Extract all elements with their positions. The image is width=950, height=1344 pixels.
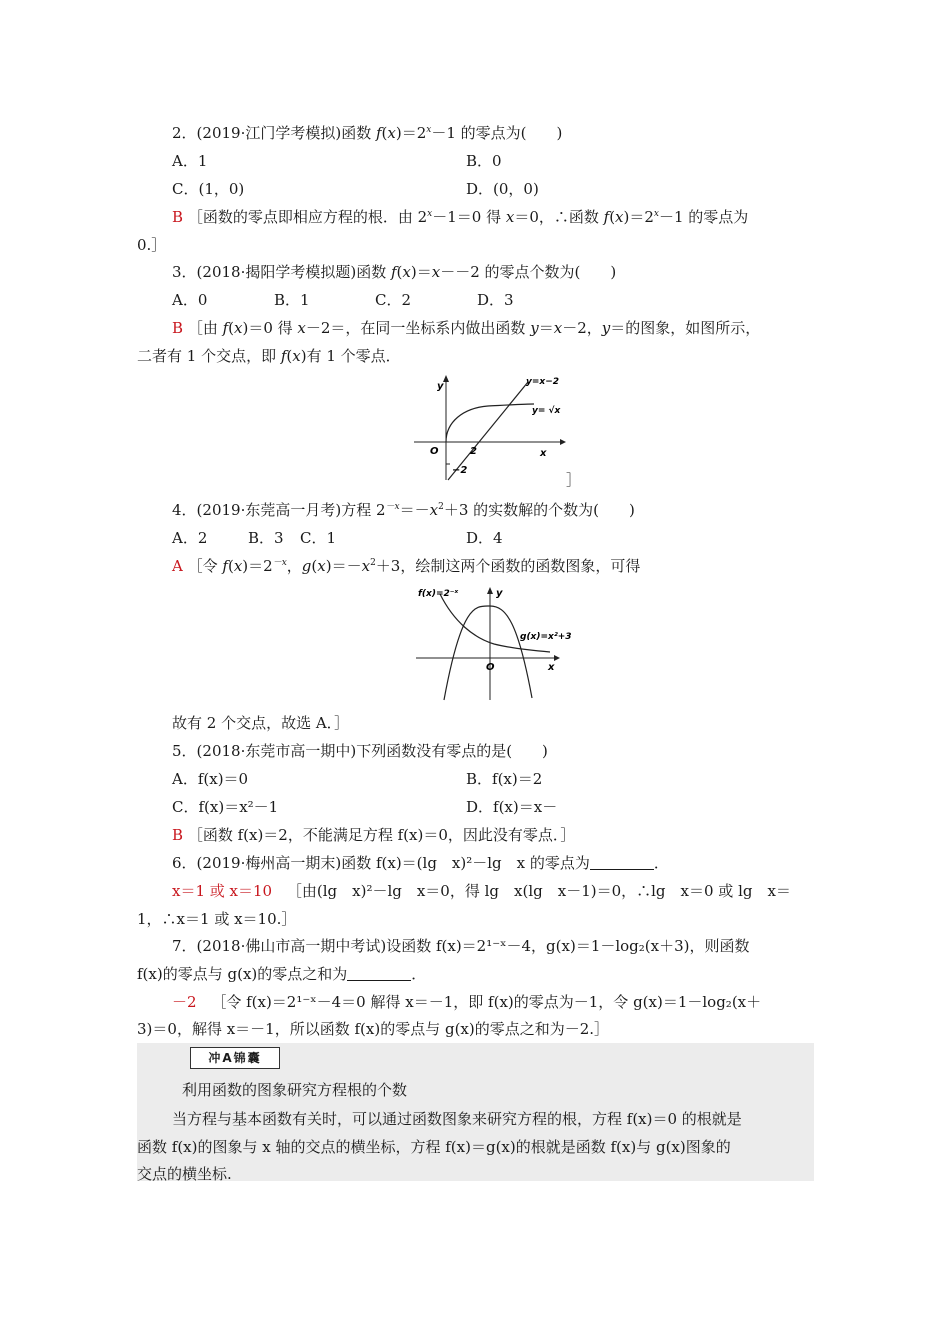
q3-option-d: D．3 — [477, 291, 514, 309]
q7-explanation: －2 ［令 f(x)＝2¹⁻ˣ－4＝0 解得 x＝－1，即 f(x)的零点为－1，令 g(x)＝1－log₂(x＋ — [172, 993, 762, 1011]
tip-box-tag: 冲A锦囊 — [190, 1047, 280, 1069]
q6-answer: x＝1 或 x＝10 — [172, 882, 273, 900]
q3-closing-bracket: ］ — [566, 471, 582, 489]
q5-explanation: B ［函数 f(x)＝2，不能满足方程 f(x)＝0，因此没有零点．］ — [172, 826, 576, 844]
q3-answer: B — [172, 319, 184, 337]
q5-option-a: A．f(x)＝0 — [172, 770, 249, 788]
q4-explanation: A ［令 $f(x)=2^{-x}$，$g(x)=-x^2+3$，绘制这两个函数的函数图象，可得 — [172, 557, 641, 575]
x-axis-arrow-icon — [560, 439, 566, 445]
q7-answer-blank[interactable] — [347, 966, 411, 981]
curve-y-sqrt-x — [446, 404, 534, 442]
q4-origin-label: O — [486, 662, 495, 673]
q3-y-axis-label: y — [437, 381, 444, 392]
q3-x-axis-label: x — [540, 448, 547, 459]
q3-curve-label: y= √x — [532, 406, 561, 416]
q4-option-a: A．2 — [172, 529, 208, 547]
q3-line-label: y=x−2 — [526, 377, 560, 387]
q3-tick-x-label: 2 — [470, 446, 477, 457]
q6-answer-blank[interactable] — [590, 855, 654, 870]
tip-box-paragraph-1: 当方程与基本函数有关时，可以通过函数图象来研究方程的根，方程 f(x)＝0 的根就是 — [172, 1110, 742, 1128]
q3-origin-label: O — [430, 446, 439, 457]
q7-stem: 7．(2018·佛山市高一期中考试)设函数 f(x)＝2¹⁻ˣ－4，g(x)＝1－log₂(x＋3)，则函数 — [172, 937, 750, 955]
q3-option-a: A．0 — [172, 291, 208, 309]
q4-f-label: f(x)=2⁻ˣ — [418, 589, 459, 599]
q7-answer: －2 — [172, 993, 197, 1011]
tip-box-title: 利用函数的图象研究方程根的个数 — [182, 1081, 408, 1099]
q2-stem: 2．(2019·江门学考模拟)函数 $f(x)=2^x-1$ 的零点为( ) — [172, 124, 563, 142]
y-axis-arrow-icon — [487, 587, 493, 594]
q2-explanation-end: 0.］ — [137, 236, 167, 254]
q2-option-d: D．(0，0) — [466, 180, 539, 198]
q3-stem: 3．(2018·揭阳学考模拟题)函数 f(x)＝x－－2 的零点个数为( ) — [172, 263, 617, 281]
q2-option-a: A．1 — [172, 152, 208, 170]
q5-answer: B — [172, 826, 184, 844]
q5-option-d: D．f(x)＝x－ — [466, 798, 558, 816]
q7-stem-line2: f(x)的零点与 g(x)的零点之和为 ． — [137, 965, 427, 983]
q4-x-axis-label: x — [548, 662, 555, 673]
q2-answer: B — [172, 208, 184, 226]
q5-option-c: C．f(x)＝x²－1 — [172, 798, 279, 816]
q3-option-c: C．2 — [375, 291, 412, 309]
tip-box-paragraph-3: 交点的横坐标. — [137, 1165, 232, 1183]
q5-stem: 5．(2018·东莞市高一期中)下列函数没有零点的是( ) — [172, 742, 548, 760]
q6-stem: 6．(2019·梅州高一期末)函数 f(x)＝(lg x)²－lg x 的零点为 ． — [172, 854, 669, 872]
q3-tick-y-label: −2 — [452, 465, 468, 476]
q3-graph-figure — [408, 372, 568, 484]
q4-option-d: D．4 — [466, 529, 503, 547]
x-axis-arrow-icon — [554, 655, 560, 661]
q4-option-c: C．1 — [300, 529, 337, 547]
q4-g-label: g(x)=x²+3 — [520, 632, 572, 642]
tip-box-paragraph-2: 函数 f(x)的图象与 x 轴的交点的横坐标，方程 f(x)＝g(x)的根就是函数 f(x)与 g(x)图象的 — [137, 1138, 731, 1156]
q4-y-axis-label: y — [496, 588, 503, 599]
q5-option-b: B．f(x)＝2 — [466, 770, 543, 788]
q2-option-b: B．0 — [466, 152, 502, 170]
q2-option-c: C．(1，0) — [172, 180, 245, 198]
q6-explanation-line2: 1，∴x＝1 或 x＝10.］ — [137, 910, 297, 928]
q4-graph-figure — [414, 582, 572, 702]
q4-stem: 4．(2019·东莞高一月考)方程 $2^{-x}=-x^2+3$ 的实数解的个数为( ) — [172, 501, 635, 519]
q3-option-b: B．1 — [274, 291, 310, 309]
y-axis-arrow-icon — [443, 375, 449, 382]
q4-conclusion: 故有 2 个交点，故选 A．］ — [172, 714, 350, 732]
q4-answer: A — [172, 557, 183, 575]
q7-explanation-line2: 3)＝0，解得 x＝－1，所以函数 f(x)的零点与 g(x)的零点之和为－2.］ — [137, 1020, 610, 1038]
q3-explanation: B ［由 f(x)＝0 得 x－2＝，在同一坐标系内做出函数 y＝x－2，y＝的图象，如图所示， — [172, 319, 761, 337]
q4-option-b: B．3 — [248, 529, 284, 547]
q6-explanation: x＝1 或 x＝10 ［由(lg x)²－lg x＝0，得 lg x(lg x－1)＝0，∴lg x＝0 或 lg x＝ — [172, 882, 791, 900]
q3-explanation-line2: 二者有 1 个交点，即 f(x)有 1 个零点． — [137, 347, 401, 365]
q2-explanation: B ［函数的零点即相应方程的根．由 $2^x-1=0$ 得 x＝0，∴函数 $f(x)=2^x-1$ 的零点为 — [172, 208, 749, 226]
